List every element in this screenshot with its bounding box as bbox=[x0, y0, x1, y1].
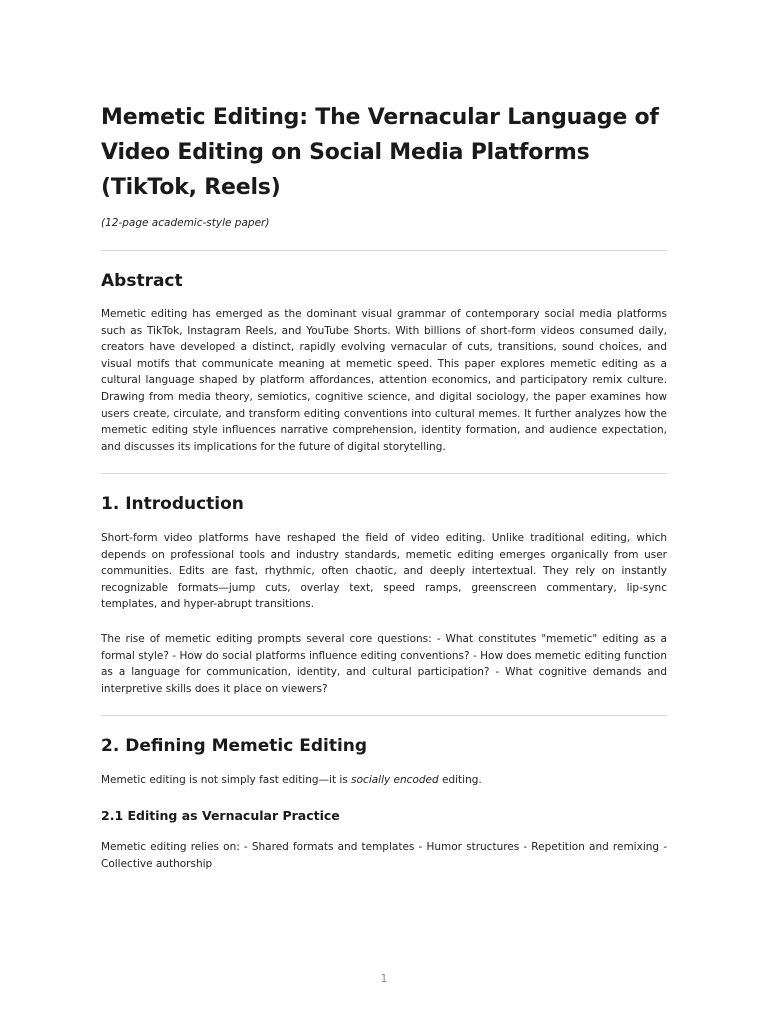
paper-title: Memetic Editing: The Vernacular Language of Video Editing on Social Media Platforms (TikTok, Reels) bbox=[101, 105, 659, 200]
section-divider bbox=[101, 473, 667, 474]
defining-paragraph-1 bbox=[101, 772, 667, 789]
vernacular-practice-body: Memetic editing relies on: - Shared formats and templates - Humor structures - Repetition and remixing - Collective authorship bbox=[101, 841, 667, 870]
introduction-paragraph-2: The rise of memetic editing prompts several core questions: - What constitutes "memetic" editing as a formal style? - How do social platforms influence editing conventions? - How does memetic editing function as a language for communication, identity, and cultural participation? - What cognitive demands and interpretive skills does it place on viewers? bbox=[101, 633, 667, 695]
vernacular-practice-heading: 2.1 Editing as Vernacular Practice bbox=[101, 808, 340, 823]
introduction-heading: 1. Introduction bbox=[101, 494, 244, 514]
defining-text-start: Memetic editing is not simply fast editing—it is bbox=[101, 774, 352, 786]
defining-emphasis: socially encoded bbox=[351, 774, 439, 786]
defining-text-end: editing. bbox=[438, 774, 482, 786]
page-number: 1 bbox=[380, 973, 388, 985]
abstract-heading: Abstract bbox=[101, 271, 183, 291]
paper-subtitle: (12-page academic-style paper) bbox=[101, 217, 270, 229]
abstract-body: Memetic editing has emerged as the dominant visual grammar of contemporary social media platforms such as TikTok, Instagram Reels, and YouTube Shorts. With billions of short-form videos consumed daily, creators have developed a distinct, rapidly evolving vernacular of cuts, transitions, sound choices, and visual motifs that communicate meaning at memetic speed. This paper explores memetic editing as a cultural language shaped by platform affordances, attention economics, and participatory remix culture. Drawing from media theory, semiotics, cognitive science, and digital sociology, the paper examines how users create, circulate, and transform editing conventions into cultural memes. It further analyzes how the memetic editing style influences narrative comprehension, identity formation, and audience expectation, and discusses its implications for the future of digital storytelling. bbox=[101, 308, 667, 453]
section-divider bbox=[101, 715, 667, 716]
introduction-paragraph-1: Short-form video platforms have reshaped the field of video editing. Unlike traditional editing, which depends on professional tools and industry standards, memetic editing emerges organically from user communities. Edits are fast, rhythmic, often chaotic, and deeply intertextual. They rely on instantly recognizable formats—jump cuts, overlay text, speed ramps, greenscreen commentary, lip-sync templates, and hyper-abrupt transitions. bbox=[101, 532, 667, 611]
defining-heading: 2. Defining Memetic Editing bbox=[101, 736, 368, 756]
section-divider bbox=[101, 250, 667, 251]
